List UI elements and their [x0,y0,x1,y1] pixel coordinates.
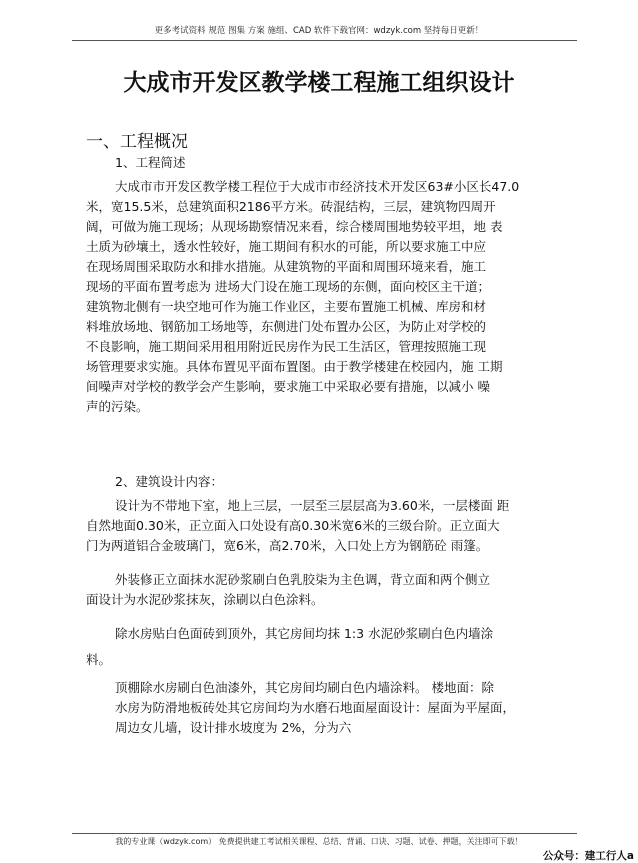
header-divider [72,40,577,41]
page-footer: 我的专业课（wdzyk.com） 免费提供建工考试相关课程、总结、背诵、口诀、习题、试卷、押题，关注即可下载！ [115,837,523,846]
text-line: 阔，可做为施工现场；从现场勘察情况来看，综合楼周围地势较平坦，地 表 [86,219,503,234]
document-title: 大成市开发区教学楼工程施工组织设计 [123,69,515,96]
text-line: 在现场周围采取防水和排水措施。从建筑物的平面和周围环境来看，施工 [86,259,487,274]
page-header: 更多考试资料 规范 图集 方案 施组、CAD 软件下载官网：wdzyk.com 坚持每日更新！ [154,26,484,36]
section-heading-overview: 一、工程概况 [86,132,188,152]
text-line: 间噪声对学校的教学会产生影响，要求施工中采取必要有措施，以减小 噪 [86,379,490,394]
text-line: 米，宽15.5米，总建筑面积2186平方米。砖混结构，三层，建筑物四周开 [86,199,496,214]
text-line: 设计为不带地下室，地上三层，一层至三层层高为3.60米，一层楼面 距 [115,498,510,513]
text-line: 料堆放场地、钢筋加工场地等，东侧进门处布置办公区，为防止对学校的 [86,319,487,334]
text-line: 现场的平面布置考虑为 进场大门设在施工现场的东侧，面向校区主干道； [86,279,490,294]
text-line: 面设计为水泥砂浆抹灰，涂刷以白色涂料。 [86,592,324,607]
text-line: 场管理要求实施。具体布置见平面布置图。由于教学楼建在校园内，施 工期 [86,359,503,374]
subsection-heading-design: 2、建筑设计内容： [115,474,223,489]
text-line: 水房为防滑地板砖处其它房间均为水磨石地面屋面设计：屋面为平屋面， [115,700,516,715]
subsection-heading-summary: 1、工程简述 [115,155,186,170]
text-line: 料。 [86,652,112,667]
text-line: 周边女儿墙，设计排水坡度为 2%，分为六 [115,720,352,735]
text-line: 声的污染。 [86,399,149,414]
text-line: 土质为砂壤土，透水性较好，施工期间有积水的可能，所以要求施工中应 [86,239,487,254]
text-line: 顶棚除水房刷白色油漆外，其它房间均刷白色内墙涂料。 楼地面：除 [115,680,494,695]
paragraph-exterior-finish [86,570,490,610]
text-line: 自然地面0.30米，正立面入口处设有高0.30米宽6米的三级台阶。正立面大 [86,518,500,533]
watermark-label: 公众号：建工行人a [542,850,634,862]
text-line: 建筑物北侧有一块空地可作为施工作业区，主要布置施工机械、库房和材 [86,299,487,314]
text-line: 门为两道铝合金玻璃门，宽6米，高2.70米，入口处上方为钢筋砼 雨篷。 [86,538,489,553]
text-line: 大成市市开发区教学楼工程位于大成市市经济技术开发区63#小区长47.0 [115,179,520,194]
paragraph-design-structure [86,496,509,556]
text-line: 不良影响，施工期间采用租用附近民房作为民工生活区，管理按照施工现 [86,339,487,354]
paragraph-summary [86,177,519,417]
text-line: 除水房贴白色面砖到顶外，其它房间均抹 1:3 水泥砂浆刷白色内墙涂 [115,626,494,641]
text-line: 外装修正立面抹水泥砂浆刷白色乳胶柒为主色调，背立面和两个侧立 [115,572,491,587]
paragraph-ceiling-floor [86,678,515,738]
footer-divider [72,833,577,834]
paragraph-interior-walls [86,624,493,670]
